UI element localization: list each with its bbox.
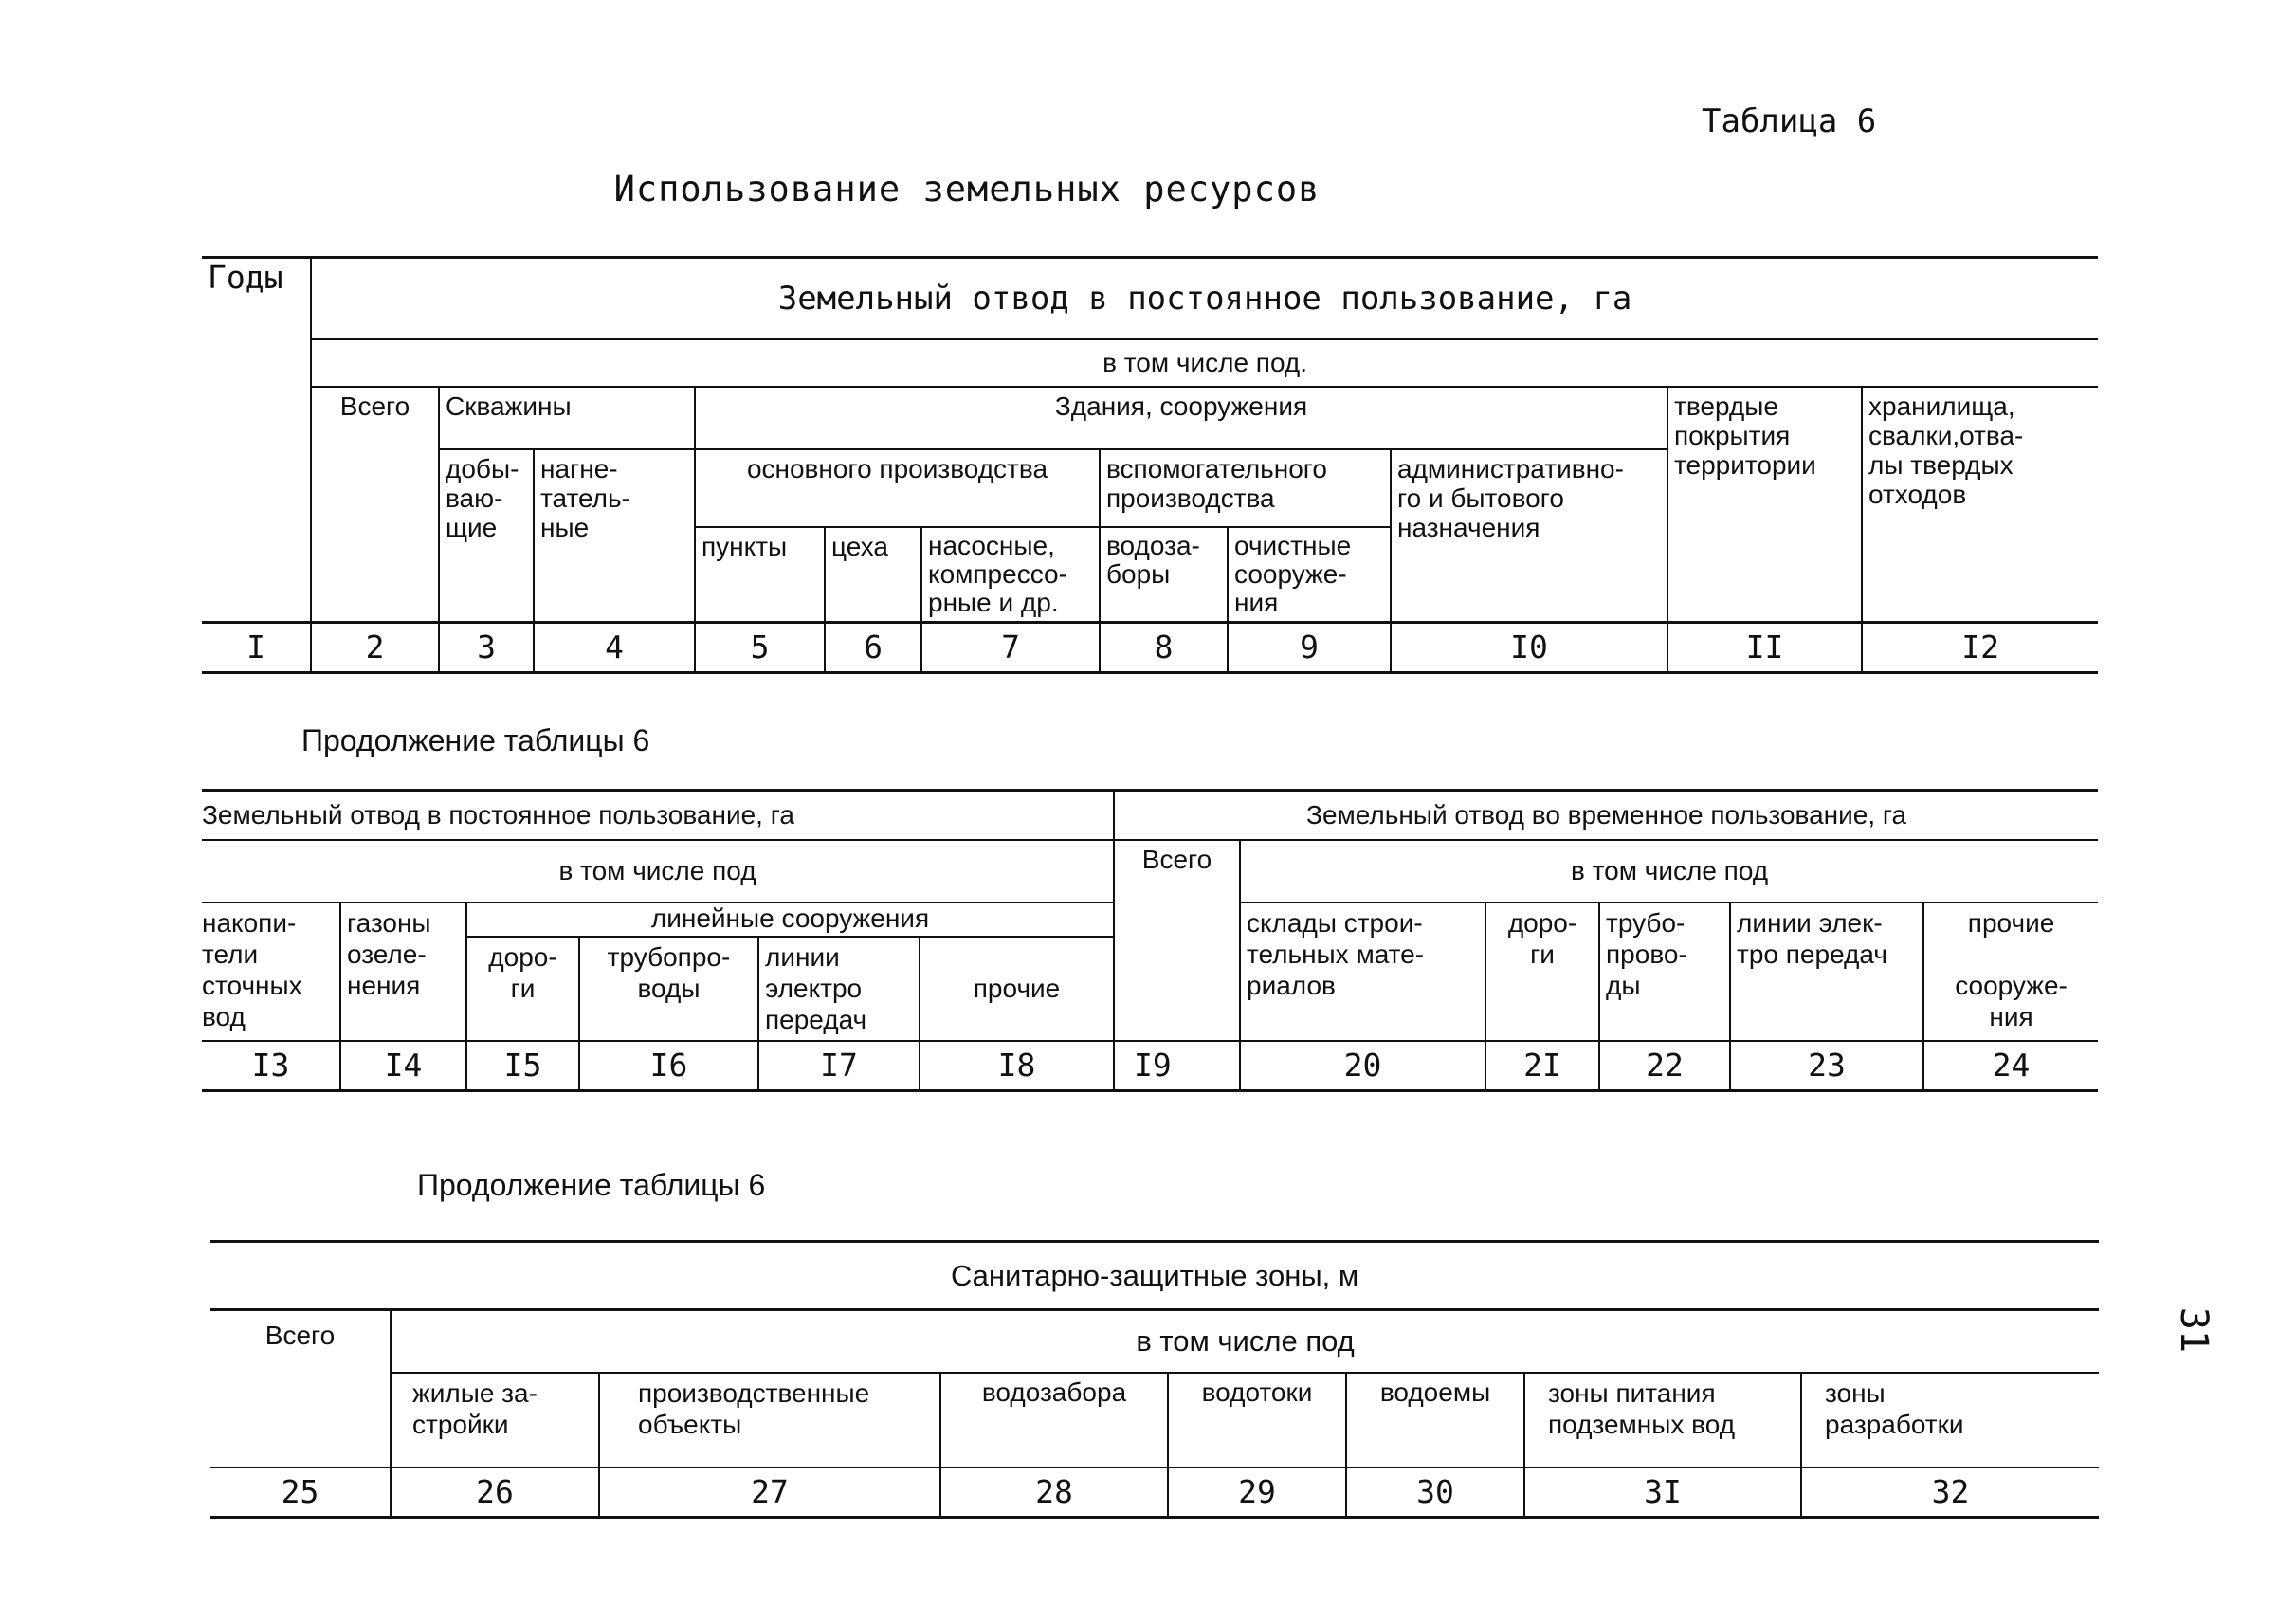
col-number: I8 <box>920 1041 1114 1091</box>
header-roads: доро- ги <box>1485 903 1599 1041</box>
table-land-use-continued-1 <box>202 789 2098 1092</box>
header-buildings: Здания, сооружения <box>695 387 1667 449</box>
col-number: 5 <box>695 622 825 672</box>
header-including: в том числе под. <box>311 339 2098 387</box>
col-number: I9 <box>1114 1041 1240 1091</box>
col-number: I6 <box>579 1041 758 1091</box>
header-administrative: административно- го и бытового назначения <box>1391 449 1667 623</box>
col-number: I4 <box>340 1041 466 1091</box>
header-other-linear: прочие <box>920 937 1114 1041</box>
col-number: 8 <box>1100 622 1228 672</box>
header-power-lines: линии электро передач <box>758 937 920 1041</box>
table-sanitary-zones <box>210 1240 2099 1519</box>
header-points: пункты <box>695 527 825 623</box>
header-including: в том числе под <box>391 1310 2099 1373</box>
col-number: 30 <box>1346 1468 1524 1518</box>
header-total: Всего <box>311 387 439 623</box>
header-producing-wells: добы- ваю- щие <box>439 449 534 623</box>
col-number: 22 <box>1599 1041 1730 1091</box>
col-number: 20 <box>1240 1041 1485 1091</box>
header-including: в том числе под <box>1240 840 2098 903</box>
header-treatment: очистные сооруже- ния <box>1228 527 1391 623</box>
page-title: Использование земельных ресурсов <box>613 169 1321 210</box>
header-other: прочие сооруже- ния <box>1923 903 2098 1041</box>
header-warehouses: склады строи- тельных мате- риалов <box>1240 903 1485 1041</box>
header-sanitary-zones: Санитарно-защитные зоны, м <box>210 1242 2099 1310</box>
col-number: 29 <box>1168 1468 1346 1518</box>
header-total: Всего <box>210 1310 391 1468</box>
col-number: 9 <box>1228 622 1391 672</box>
continuation-label: Продолжение таблицы 6 <box>417 1168 766 1202</box>
col-number: 32 <box>1801 1468 2099 1518</box>
page-number: 31 <box>2172 1306 2216 1354</box>
col-number: I5 <box>466 1041 579 1091</box>
header-wells: Скважины <box>439 387 695 449</box>
continuation-label: Продолжение таблицы 6 <box>301 723 650 757</box>
header-groundwater: зоны питания подземных вод <box>1524 1373 1801 1468</box>
header-injection-wells: нагне- татель- ные <box>534 449 695 623</box>
header-water-intake: водозабора <box>940 1373 1168 1468</box>
col-number: II <box>1667 622 1862 672</box>
header-development: зоны разработки <box>1801 1373 2099 1468</box>
col-number: 7 <box>921 622 1100 672</box>
col-number: 4 <box>534 622 695 672</box>
header-residential: жилые за- стройки <box>391 1373 599 1468</box>
col-number: 23 <box>1730 1041 1923 1091</box>
table-land-use-main <box>202 256 2098 674</box>
header-streams: водотоки <box>1168 1373 1346 1468</box>
header-workshops: цеха <box>825 527 921 623</box>
col-number: I2 <box>1862 622 2098 672</box>
col-number: 25 <box>210 1468 391 1518</box>
header-power-lines: линии элек- тро передач <box>1730 903 1923 1041</box>
col-number: 27 <box>599 1468 940 1518</box>
header-industrial: производственные объекты <box>599 1373 940 1468</box>
col-number: 3 <box>439 622 534 672</box>
col-number: I7 <box>758 1041 920 1091</box>
header-permanent-allotment: Земельный отвод в постоянное пользование, га <box>202 791 1114 840</box>
col-number: 26 <box>391 1468 599 1518</box>
header-total: Всего <box>1114 840 1240 1041</box>
col-number: 28 <box>940 1468 1168 1518</box>
header-linear-structures: линейные сооружения <box>466 903 1114 937</box>
header-storage: хранилища, свалки,отва- лы твердых отходов <box>1862 387 2098 623</box>
header-sewage: накопи- тели сточных вод <box>202 903 340 1041</box>
col-number: 2I <box>1485 1041 1599 1091</box>
header-reservoirs: водоемы <box>1346 1373 1524 1468</box>
header-hard-surfaces: твердые покрытия территории <box>1667 387 1862 623</box>
header-auxiliary-production: вспомогательного производства <box>1100 449 1391 527</box>
header-main-production: основного производства <box>695 449 1100 527</box>
header-temporary-allotment: Земельный отвод во временное пользование, га <box>1114 791 2098 840</box>
col-number: 2 <box>311 622 439 672</box>
header-water-intakes: водоза- боры <box>1100 527 1228 623</box>
header-roads: доро- ги <box>466 937 579 1041</box>
header-pipelines: трубо- прово- ды <box>1599 903 1730 1041</box>
col-number: I <box>202 622 311 672</box>
col-number: 3I <box>1524 1468 1801 1518</box>
col-number: 24 <box>1923 1041 2098 1091</box>
col-number: I0 <box>1391 622 1667 672</box>
col-number: I3 <box>202 1041 340 1091</box>
header-including: в том числе под <box>202 840 1114 903</box>
header-years: Годы <box>202 258 311 623</box>
header-lawns: газоны озеле- нения <box>340 903 466 1041</box>
table-label: Таблица 6 <box>1702 102 1877 140</box>
header-pumping: насосные, компрессо- рные и др. <box>921 527 1100 623</box>
header-permanent-allotment: Земельный отвод в постоянное пользование, га <box>311 258 2098 339</box>
header-pipelines: трубопро- воды <box>579 937 758 1041</box>
col-number: 6 <box>825 622 921 672</box>
